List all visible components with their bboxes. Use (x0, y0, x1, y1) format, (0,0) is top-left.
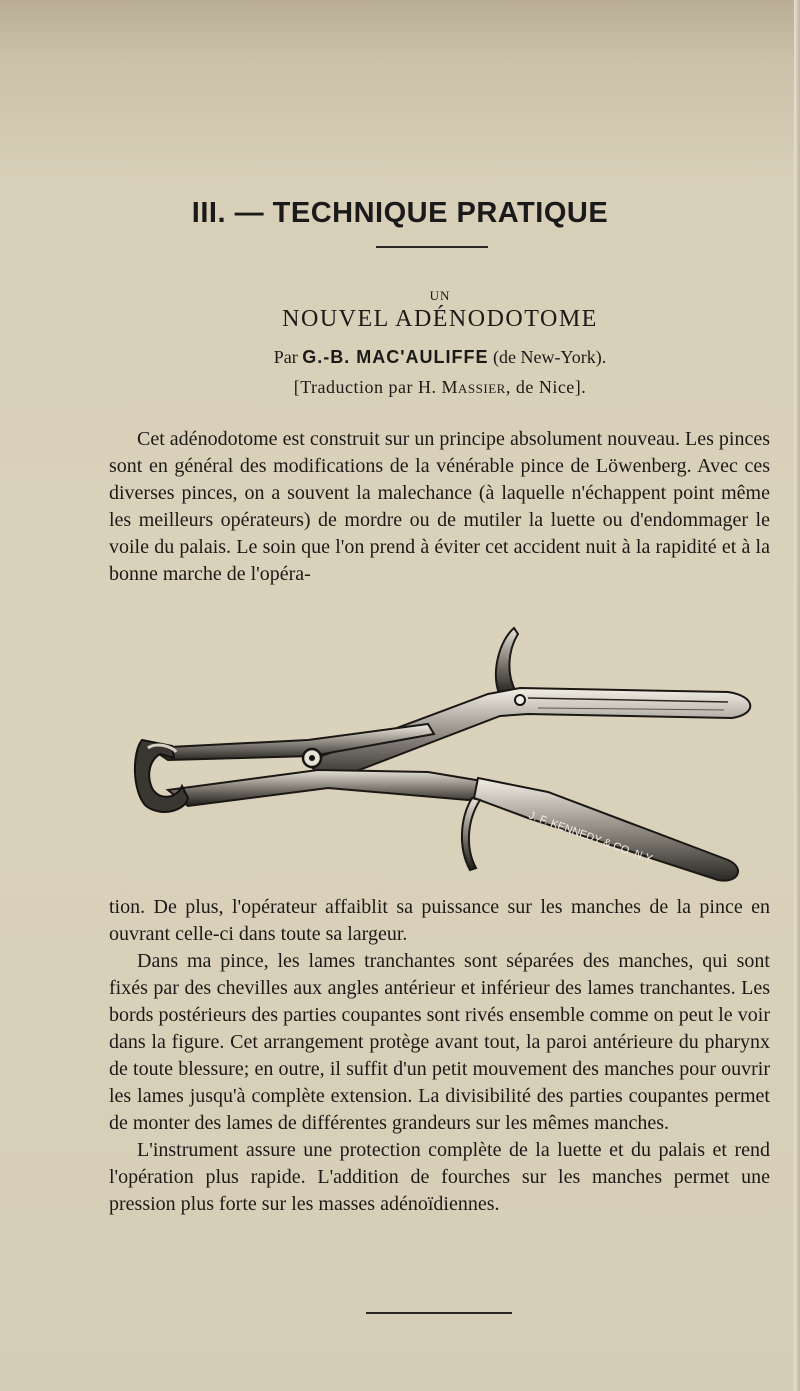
adenotome-figure (128, 622, 758, 890)
paragraph-1-continued: tion. De plus, l'opérateur affaiblit sa puissance sur les manches de la pince en ouvrant celle-ci dans toute sa largeur. (109, 896, 770, 945)
closing-rule (366, 1312, 512, 1314)
engraving-text: J. F. KENNEDY & CO. N.Y. (526, 809, 656, 867)
paragraph-2: Dans ma pince, les lames tranchantes sont séparées des manches, qui sont fixés par des chevilles aux angles antérieur et inférieur des lames tranchantes. Les bords postérieurs des parties coupantes sont rivés ensemble comme on peut le voir dans la figure. Cet arrangement protège avant tout, la paroi antérieure du pharynx de toute blessure; en outre, il suffit d'un petit mouvement des manches pour ouvrir les lames jusqu'à complète extension. La divisibilité des parties coupantes permet de monter des lames de différentes grandeurs sur les mêmes manches. (109, 950, 770, 1134)
paragraph-1: Cet adénodotome est construit sur un principe absolument nouveau. Les pinces sont en général des modifications de la vénérable pince de Löwenberg. Avec ces diverses pinces, on a souvent la malechance (à laquelle n'échappent point même les meilleurs opérateurs) de mordre ou de mutiler la luette ou d'endommager le voile du palais. Le soin que l'on prend à éviter cet accident nuit à la rapidité et à la bonne marche de l'opéra- (109, 428, 770, 585)
article-title: NOUVEL ADÉNODOTOME (282, 306, 598, 332)
blade-rivet (515, 695, 525, 705)
upper-hook (496, 628, 518, 696)
body-text-lower (109, 894, 770, 1218)
body-text-upper (109, 426, 770, 588)
byline (0, 347, 800, 368)
translation-suffix: , de Nice]. (505, 377, 587, 397)
translation-credit (0, 377, 800, 398)
article-kicker: UN (429, 288, 451, 303)
translator-name: Massier (441, 377, 506, 397)
byline-suffix: (de New-York). (488, 347, 607, 367)
paragraph-3: L'instrument assure une protection complète de la luette et du palais et rend l'opération plus rapide. L'addition de fourches sur les manches permet une pression plus forte sur les masses adénoïdiennes. (109, 1139, 770, 1215)
translation-prefix: [Traduction par H. (293, 377, 442, 397)
lower-hook (462, 798, 480, 870)
lower-blade (474, 778, 738, 881)
author-name: G.-B. MAC'AULIFFE (302, 347, 489, 367)
section-heading: III. — TECHNIQUE PRATIQUE (191, 197, 609, 229)
byline-prefix: Par (273, 347, 303, 367)
heading-rule (376, 246, 488, 248)
